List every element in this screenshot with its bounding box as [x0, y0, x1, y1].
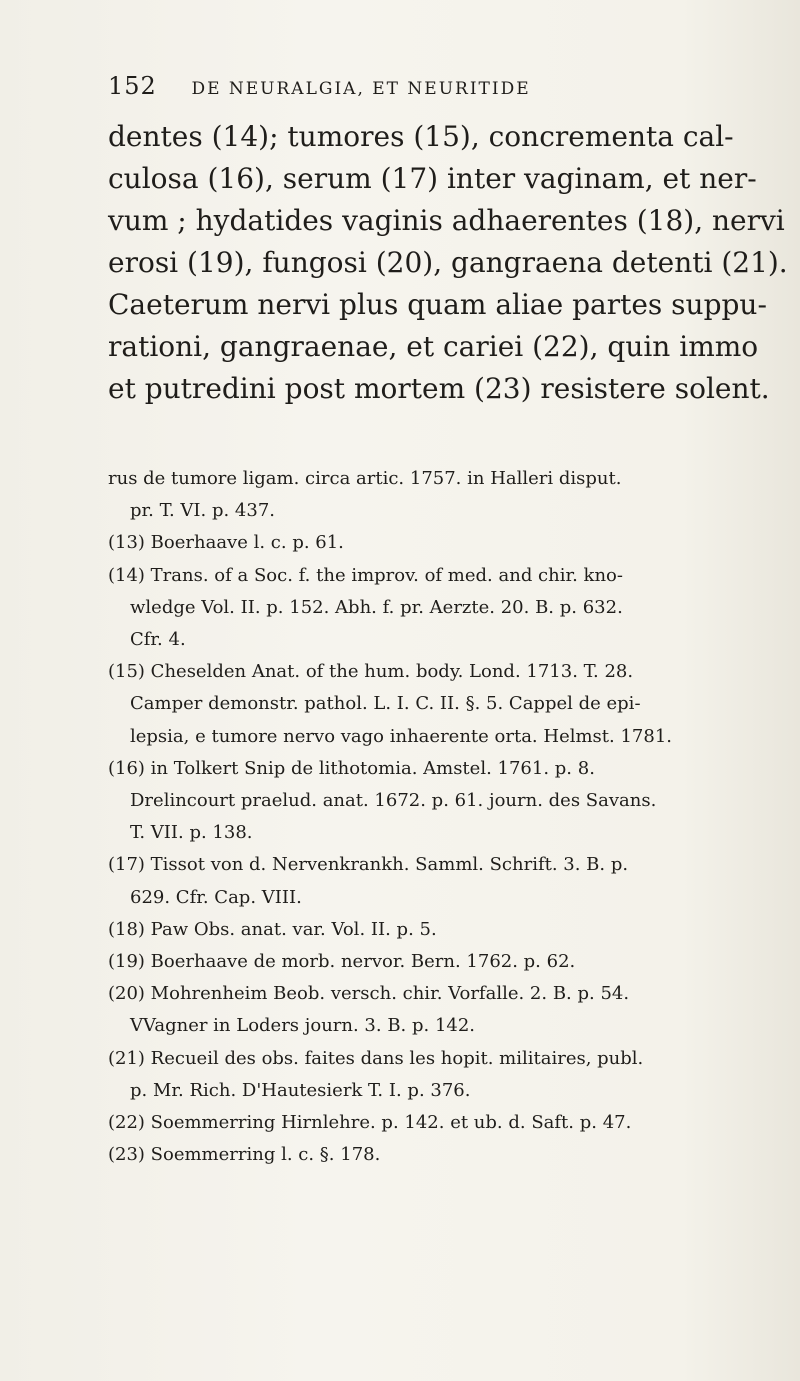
footnote-line: (21) Recueil des obs. faites dans les hopit. militaires, publ. [108, 1047, 644, 1069]
footnote-line: wledge Vol. II. p. 152. Abh. f. pr. Aerzte. 20. B. p. 632. [130, 596, 623, 618]
footnotes [108, 463, 720, 1171]
footnote-line: (17) Tissot von d. Nervenkrankh. Samml. Schrift. 3. B. p. [108, 854, 629, 876]
body-line: Caeterum nervi plus quam aliae partes suppu- [108, 288, 767, 321]
footnote-line: rus de tumore ligam. circa artic. 1757. in Halleri disput. [108, 468, 622, 489]
body-line: vum ; hydatides vaginis adhaerentes (18), nervi [108, 204, 785, 237]
footnote-line: (14) Trans. of a Soc. f. the improv. of med. and chir. kno- [108, 564, 623, 586]
footnote-line: (20) Mohrenheim Beob. versch. chir. Vorfalle. 2. B. p. 54. [108, 983, 630, 1005]
footnote-line: (18) Paw Obs. anat. var. Vol. II. p. 5. [108, 918, 437, 940]
footnote-line: 629. Cfr. Cap. VIII. [130, 886, 302, 908]
footnote-line: (23) Soemmerring l. c. §. 178. [108, 1144, 381, 1166]
footnote-line: p. Mr. Rich. D'Hautesierk T. I. p. 376. [130, 1079, 471, 1101]
footnote-line: (13) Boerhaave l. c. p. 61. [108, 532, 344, 554]
main-paragraph [108, 116, 788, 410]
footnote-line: VVagner in Loders journ. 3. B. p. 142. [130, 1015, 476, 1037]
footnote-line: Cfr. 4. [130, 629, 186, 651]
footnote-line: (22) Soemmerring Hirnlehre. p. 142. et ub. d. Saft. p. 47. [108, 1112, 632, 1134]
body-line: rationi, gangraenae, et cariei (22), quin immo [108, 330, 759, 363]
body-line: dentes (14); tumores (15), concrementa cal- [108, 120, 734, 153]
running-title: DE NEURALGIA, ET NEURITIDE [191, 79, 531, 99]
footnote-line: (16) in Tolkert Snip de lithotomia. Amstel. 1761. p. 8. [108, 757, 595, 779]
footnote-line: (19) Boerhaave de morb. nervor. Bern. 1762. p. 62. [108, 951, 576, 973]
footnote-line: T. VII. p. 138. [130, 822, 253, 844]
footnote-line: Camper demonstr. pathol. L. I. C. II. §. 5. Cappel de epi- [130, 693, 641, 715]
footnote-line: pr. T. VI. p. 437. [130, 500, 275, 522]
body-line: erosi (19), fungosi (20), gangraena detenti (21). [108, 246, 788, 279]
footnote-line: (15) Cheselden Anat. of the hum. body. Lond. 1713. T. 28. [108, 661, 634, 683]
page-number: 152 [108, 72, 157, 100]
footnote-line: Drelincourt praelud. anat. 1672. p. 61. journ. des Savans. [130, 790, 657, 812]
body-line: culosa (16), serum (17) inter vaginam, et ner- [108, 162, 757, 195]
footnote-line: lepsia, e tumore nervo vago inhaerente orta. Helmst. 1781. [130, 725, 672, 747]
running-header [108, 72, 608, 100]
body-line: et putredini post mortem (23) resistere solent. [108, 372, 770, 405]
